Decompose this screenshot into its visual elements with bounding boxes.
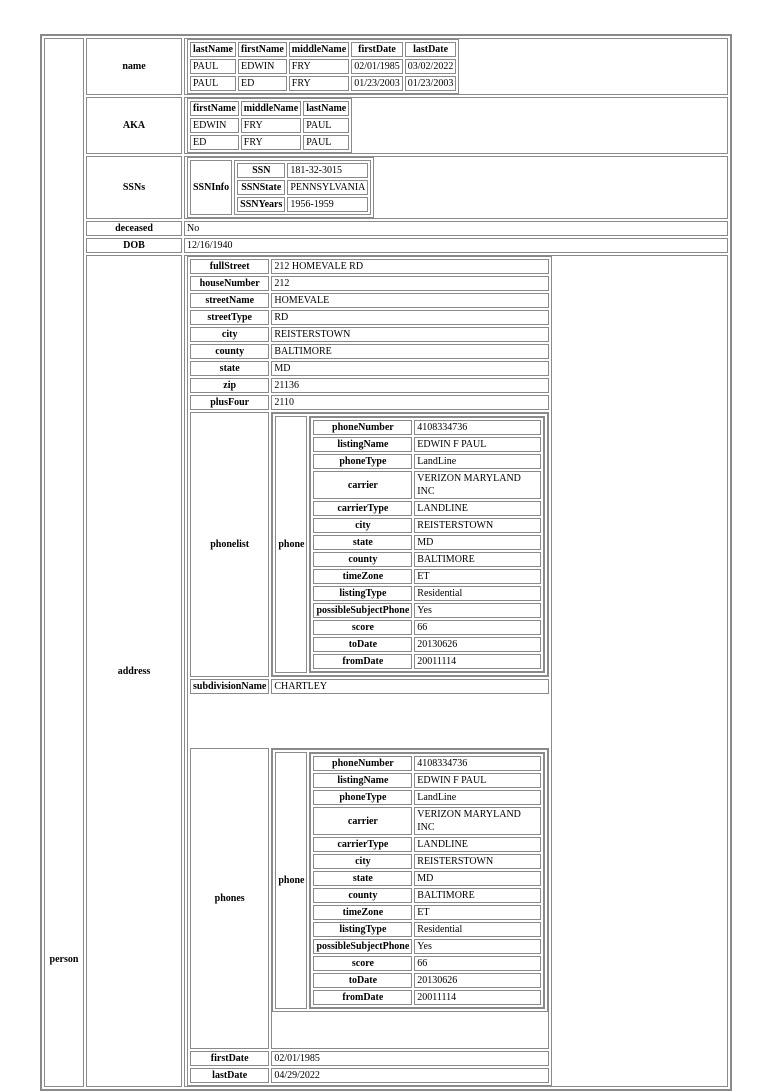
- phone-row: [313, 790, 541, 805]
- ssn-field-label: SSN: [237, 163, 285, 178]
- ssn-field-value: 181-32-3015: [287, 163, 368, 178]
- address-date-row: [190, 1068, 549, 1083]
- address-label: address: [86, 255, 182, 1087]
- phone-field-value: 66: [414, 620, 541, 635]
- address-field-value: 21136: [271, 378, 549, 393]
- name-header: middleName: [289, 42, 349, 57]
- address-field-value: RD: [271, 310, 549, 325]
- phone-field-label: score: [313, 956, 412, 971]
- name-header: firstName: [238, 42, 287, 57]
- phone-field-label: carrier: [313, 471, 412, 499]
- phone-field-label: score: [313, 620, 412, 635]
- address-field-label: zip: [190, 378, 269, 393]
- phone-field-value: LANDLINE: [414, 501, 541, 516]
- phone-field-label: city: [313, 854, 412, 869]
- address-row: [190, 327, 549, 342]
- address-date-row: [190, 1051, 549, 1066]
- phone-field-label: fromDate: [313, 654, 412, 669]
- aka-cell-value: ED: [190, 135, 239, 150]
- phone-field-value: VERIZON MARYLAND INC: [414, 807, 541, 835]
- aka-row: [190, 135, 349, 150]
- phones-table: [272, 749, 548, 1012]
- phone-field-value: VERIZON MARYLAND INC: [414, 471, 541, 499]
- address-field-label: streetName: [190, 293, 269, 308]
- aka-row: [190, 118, 349, 133]
- aka-header: middleName: [241, 101, 301, 116]
- ssn-field-value: PENNSYLVANIA: [287, 180, 368, 195]
- phone-field-label: carrier: [313, 807, 412, 835]
- phone-field-label: carrierType: [313, 501, 412, 516]
- phone-field-label: phoneType: [313, 454, 412, 469]
- address-field-label: city: [190, 327, 269, 342]
- ssn-row: [237, 163, 368, 178]
- phone-row: [313, 654, 541, 669]
- address-date-value: 02/01/1985: [271, 1051, 549, 1066]
- deceased-value: No: [184, 221, 728, 236]
- phone-row: [313, 471, 541, 499]
- name-header: lastName: [190, 42, 236, 57]
- subdivision-label: subdivisionName: [190, 679, 269, 694]
- phone-field-label: listingType: [313, 586, 412, 601]
- phone-field-value: EDWIN F PAUL: [414, 437, 541, 452]
- ssn-field-label: SSNYears: [237, 197, 285, 212]
- phone-field-value: MD: [414, 871, 541, 886]
- phone-row: [313, 518, 541, 533]
- phone-row: [313, 837, 541, 852]
- phone-row: [313, 586, 541, 601]
- address-field-value: 2110: [271, 395, 549, 410]
- name-cell-value: EDWIN: [238, 59, 287, 74]
- ssninfo-table: [234, 160, 371, 215]
- address-field-label: plusFour: [190, 395, 269, 410]
- phone-field-value: 20130626: [414, 637, 541, 652]
- address-field-label: streetType: [190, 310, 269, 325]
- ssns-cell: [184, 156, 728, 219]
- dob-value: 12/16/1940: [184, 238, 728, 253]
- phone-field-label: timeZone: [313, 905, 412, 920]
- phone-row: [313, 871, 541, 886]
- aka-cell-value: EDWIN: [190, 118, 239, 133]
- phonelist-table: [272, 413, 548, 676]
- phone-row: [313, 603, 541, 618]
- phone-field-value: 20130626: [414, 973, 541, 988]
- name-header: firstDate: [351, 42, 403, 57]
- phone-row: [313, 420, 541, 435]
- phone-field-label: listingType: [313, 922, 412, 937]
- address-row: [190, 276, 549, 291]
- name-cell-value: 02/01/1985: [351, 59, 403, 74]
- phone-field-label: carrierType: [313, 837, 412, 852]
- phone-table-2: [310, 753, 544, 1008]
- ssninfo-label: SSNInfo: [190, 160, 232, 215]
- address-date-label: lastDate: [190, 1068, 269, 1083]
- ssn-field-value: 1956-1959: [287, 197, 368, 212]
- phone-row: [313, 620, 541, 635]
- name-cell-value: PAUL: [190, 76, 236, 91]
- aka-cell-value: FRY: [241, 135, 301, 150]
- name-cell-value: FRY: [289, 76, 349, 91]
- phones-label: phones: [190, 748, 269, 1049]
- phone-row: [313, 956, 541, 971]
- name-row: [190, 76, 456, 91]
- phone-field-label: listingName: [313, 437, 412, 452]
- phone-field-value: LANDLINE: [414, 837, 541, 852]
- aka-cell-value: PAUL: [303, 118, 349, 133]
- phone-field-value: 20011114: [414, 654, 541, 669]
- phone-field-value: EDWIN F PAUL: [414, 773, 541, 788]
- address-row: [190, 395, 549, 410]
- phone-field-label: timeZone: [313, 569, 412, 584]
- phone-field-value: Residential: [414, 586, 541, 601]
- address-field-value: 212 HOMEVALE RD: [271, 259, 549, 274]
- phone-field-value: BALTIMORE: [414, 888, 541, 903]
- phone-row: [313, 939, 541, 954]
- aka-header: firstName: [190, 101, 239, 116]
- phone-row: [313, 437, 541, 452]
- phone-label-2: phone: [275, 752, 307, 1009]
- phone-row: [313, 922, 541, 937]
- address-row: [190, 361, 549, 376]
- phone-field-label: city: [313, 518, 412, 533]
- address-row: [190, 344, 549, 359]
- address-table: [187, 256, 552, 1086]
- phone-row: [313, 888, 541, 903]
- phone-field-value: ET: [414, 569, 541, 584]
- aka-table: [187, 98, 352, 153]
- address-field-value: BALTIMORE: [271, 344, 549, 359]
- phone-field-value: LandLine: [414, 454, 541, 469]
- address-field-value: HOMEVALE: [271, 293, 549, 308]
- phone-field-label: toDate: [313, 973, 412, 988]
- phone-field-value: 4108334736: [414, 756, 541, 771]
- phone-field-value: LandLine: [414, 790, 541, 805]
- phonelist-label: phonelist: [190, 412, 269, 677]
- address-field-value: REISTERSTOWN: [271, 327, 549, 342]
- address-field-label: state: [190, 361, 269, 376]
- aka-label: AKA: [86, 97, 182, 154]
- address-date-label: firstDate: [190, 1051, 269, 1066]
- phone-field-value: ET: [414, 905, 541, 920]
- phone-field-label: state: [313, 535, 412, 550]
- phone-field-label: state: [313, 871, 412, 886]
- phone-field-label: possibleSubjectPhone: [313, 603, 412, 618]
- name-cell-value: 01/23/2003: [405, 76, 457, 91]
- phone-field-value: BALTIMORE: [414, 552, 541, 567]
- phone-field-value: REISTERSTOWN: [414, 854, 541, 869]
- phone-row: [313, 973, 541, 988]
- aka-cell: [184, 97, 728, 154]
- name-cell: [184, 38, 728, 95]
- name-row: [190, 59, 456, 74]
- phone-field-label: phoneType: [313, 790, 412, 805]
- address-field-label: fullStreet: [190, 259, 269, 274]
- phone-row: [313, 454, 541, 469]
- name-cell-value: 01/23/2003: [351, 76, 403, 91]
- subdivision-value: CHARTLEY: [271, 679, 549, 694]
- phone-field-label: county: [313, 888, 412, 903]
- phone-row: [313, 637, 541, 652]
- phone-row: [313, 807, 541, 835]
- address-cell: [184, 255, 728, 1087]
- deceased-label: deceased: [86, 221, 182, 236]
- phone-field-value: Yes: [414, 603, 541, 618]
- person-record-table: [40, 34, 732, 1091]
- ssn-field-label: SSNState: [237, 180, 285, 195]
- phone-field-value: Residential: [414, 922, 541, 937]
- phone-field-value: 4108334736: [414, 420, 541, 435]
- phone-field-label: fromDate: [313, 990, 412, 1005]
- address-row: [190, 378, 549, 393]
- address-row: [190, 259, 549, 274]
- phone-label: phone: [275, 416, 307, 673]
- phone-field-value: Yes: [414, 939, 541, 954]
- address-row: [190, 310, 549, 325]
- address-field-label: county: [190, 344, 269, 359]
- ssns-label: SSNs: [86, 156, 182, 219]
- ssn-row: [237, 180, 368, 195]
- phone-table-1: [310, 417, 544, 672]
- name-cell-value: FRY: [289, 59, 349, 74]
- phone-field-label: county: [313, 552, 412, 567]
- address-field-value: MD: [271, 361, 549, 376]
- phone-field-label: listingName: [313, 773, 412, 788]
- phone-field-label: possibleSubjectPhone: [313, 939, 412, 954]
- address-date-value: 04/29/2022: [271, 1068, 549, 1083]
- name-cell-value: PAUL: [190, 59, 236, 74]
- aka-header: lastName: [303, 101, 349, 116]
- name-cell-value: ED: [238, 76, 287, 91]
- phone-row: [313, 501, 541, 516]
- dob-label: DOB: [86, 238, 182, 253]
- person-label: person: [44, 38, 84, 1087]
- phone-row: [313, 535, 541, 550]
- aka-cell-value: FRY: [241, 118, 301, 133]
- phone-row: [313, 756, 541, 771]
- ssn-row: [237, 197, 368, 212]
- phone-field-label: phoneNumber: [313, 420, 412, 435]
- phone-field-label: phoneNumber: [313, 756, 412, 771]
- phone-field-value: 20011114: [414, 990, 541, 1005]
- phone-field-value: REISTERSTOWN: [414, 518, 541, 533]
- phone-field-value: MD: [414, 535, 541, 550]
- name-header: lastDate: [405, 42, 457, 57]
- name-table: [187, 39, 459, 94]
- address-field-label: houseNumber: [190, 276, 269, 291]
- address-row: [190, 293, 549, 308]
- phone-field-label: toDate: [313, 637, 412, 652]
- phone-field-value: 66: [414, 956, 541, 971]
- phone-row: [313, 569, 541, 584]
- name-cell-value: 03/02/2022: [405, 59, 457, 74]
- phone-row: [313, 905, 541, 920]
- phone-row: [313, 854, 541, 869]
- address-field-value: 212: [271, 276, 549, 291]
- name-label: name: [86, 38, 182, 95]
- phone-row: [313, 990, 541, 1005]
- phone-row: [313, 773, 541, 788]
- aka-cell-value: PAUL: [303, 135, 349, 150]
- phone-row: [313, 552, 541, 567]
- ssns-outer-table: [187, 157, 374, 218]
